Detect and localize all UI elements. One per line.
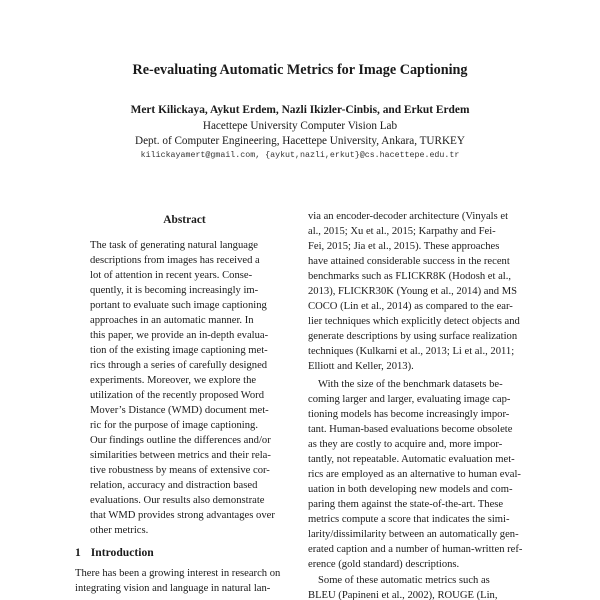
body-line: Elliott and Keller, 2013). [308, 361, 414, 372]
abstract-line: that WMD provides strong advantages over [90, 510, 275, 521]
author-emails: kilickayamert@gmail.com, {aykut,nazli,erkut}@cs.hacettepe.edu.tr [140, 151, 460, 160]
body-line: via an encoder-decoder architecture (Vinyals et [308, 211, 509, 222]
abstract-line: approaches in an automatic manner. In [90, 315, 254, 326]
body-line: have attained considerable success in the recent [308, 256, 510, 267]
abstract-line: ric for the purpose of image captioning. [90, 420, 258, 431]
abstract-line: similarities between metrics and their rela- [90, 450, 271, 461]
section-heading-introduction [75, 546, 154, 559]
abstract-line: rics through a series of carefully designed [90, 360, 268, 371]
body-line: tant. Human-based evaluations become obsolete [308, 424, 513, 435]
body-line: tioning models has become increasingly impor- [308, 409, 510, 420]
abstract-heading: Abstract [163, 214, 206, 226]
body-line: Some of these automatic metrics such as [318, 575, 490, 586]
abstract-line: evaluations. Our results also demonstrate [90, 495, 265, 506]
body-line: uation in both developing new models and com- [308, 484, 513, 495]
intro-line: integrating vision and language in natural lan- [75, 583, 271, 594]
abstract-line: The task of generating natural language [90, 240, 258, 251]
body-line: al., 2015; Xu et al., 2015; Karpathy and Fei- [308, 226, 496, 237]
body-line: lier techniques which explicitly detect objects and [308, 316, 520, 327]
abstract-line: portant to evaluate such image captioning [90, 300, 267, 311]
abstract-line: other metrics. [90, 525, 149, 536]
body-line: benchmarks such as FLICKR8K (Hodosh et al., [308, 271, 512, 282]
abstract-line: this paper, we provide an in-depth evalua- [90, 330, 269, 341]
body-line: 2013), FLICKR30K (Young et al., 2014) and MS [308, 286, 518, 297]
abstract-line: relation, accuracy and distraction based [90, 480, 258, 491]
body-line: as they are costly to acquire and, more impor- [308, 439, 503, 450]
body-line: COCO (Lin et al., 2014) as compared to the ear- [308, 301, 513, 312]
abstract-line: descriptions from images has received a [90, 255, 260, 266]
abstract-line: tion of the existing image captioning met- [90, 345, 268, 356]
abstract-line: utilization of the recently proposed Word [90, 390, 264, 401]
body-line: Fei, 2015; Jia et al., 2015). These approaches [308, 241, 500, 252]
body-line: tantly, not repeatable. Automatic evaluation met- [308, 454, 515, 465]
body-line: BLEU (Papineni et al., 2002), ROUGE (Lin, [308, 590, 498, 600]
section-number: 1 [75, 546, 81, 559]
body-line: paring them against the state-of-the-art. These [308, 499, 504, 510]
body-line: erated caption and a number of human-written ref- [308, 544, 523, 555]
affiliation-department: Dept. of Computer Engineering, Hacettepe University, Ankara, TURKEY [135, 135, 465, 147]
body-line: generate descriptions by using surface realization [308, 331, 518, 342]
body-line: techniques (Kulkarni et al., 2013; Li et al., 2011; [308, 346, 515, 357]
body-line: With the size of the benchmark datasets be- [318, 379, 503, 390]
body-line: coming larger and larger, evaluating image cap- [308, 394, 511, 405]
body-line: larity/dissimilarity between an automatically gen- [308, 529, 519, 540]
author-list: Mert Kilickaya, Aykut Erdem, Nazli Ikizler-Cinbis, and Erkut Erdem [130, 104, 470, 116]
abstract-line: tive robustness by means of extensive cor- [90, 465, 270, 476]
abstract-line: experiments. Moreover, we explore the [90, 375, 257, 386]
body-line: metrics compute a score that indicates the simi- [308, 514, 510, 525]
affiliation-lab: Hacettepe University Computer Vision Lab [202, 120, 398, 132]
body-line: erence (gold standard) descriptions. [308, 559, 460, 570]
abstract-line: Our findings outline the differences and/or [90, 435, 271, 446]
abstract-line: Mover’s Distance (WMD) document met- [90, 405, 269, 416]
abstract-line: quently, it is becoming increasingly im- [90, 285, 259, 296]
body-line: rics are employed as an alternative to human eval- [308, 469, 521, 480]
intro-line: There has been a growing interest in research on [75, 568, 281, 579]
abstract-line: lot of attention in recent years. Conse- [90, 270, 253, 281]
section-title: Introduction [90, 546, 154, 559]
paper-title: Re-evaluating Automatic Metrics for Image Captioning [132, 62, 468, 78]
